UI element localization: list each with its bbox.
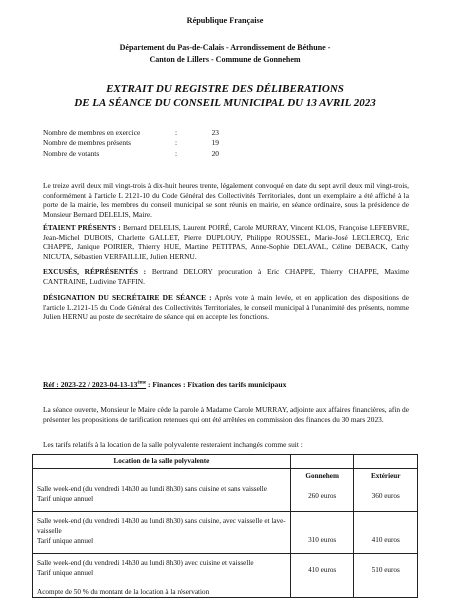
body-text-2: Les tarifs relatifs à la location de la salle polyvalente resteraient inchangés comme suit : xyxy=(43,440,303,449)
exterieur-cell xyxy=(354,469,418,512)
table-header-empty xyxy=(290,455,354,469)
price-gonnehem: 310 euros xyxy=(308,536,337,544)
body-paragraph-1 xyxy=(43,405,409,424)
republic-header: République Française xyxy=(186,16,264,25)
intro-paragraph xyxy=(43,181,409,219)
count-label: Nombre de membres en exercice xyxy=(43,128,141,137)
department-line-2: Canton de Lillers - Commune de Gonnehem xyxy=(149,55,301,64)
title-line-2: DE LA SÉANCE DU CONSEIL MUNICIPAL DU 13 AVRIL 2023 xyxy=(74,97,376,109)
department-line-1: Département du Pas-de-Calais - Arrondissement de Béthune - xyxy=(119,43,331,52)
count-row xyxy=(43,149,243,159)
table-footnote: Acompte de 50 % du montant de la location à la réservation xyxy=(37,588,210,596)
price-exterieur: 410 euros xyxy=(371,536,400,544)
row-tarif: Tarif unique annuel xyxy=(37,495,94,503)
exterieur-cell xyxy=(354,512,418,554)
gonnehem-cell xyxy=(290,554,354,598)
table-header: Location de la salle polyvalente xyxy=(113,457,210,465)
reference-superscript: ème xyxy=(137,380,147,386)
row-description: Salle week-end (du vendredi 14h30 au lundi 8h30) sans cuisine et sans vaisselle xyxy=(37,485,267,493)
row-description: Salle week-end (du vendredi 14h30 au lundi 8h30) avec cuisine et vaisselle xyxy=(37,559,254,567)
table-row xyxy=(33,512,291,554)
table-header-cell xyxy=(33,455,291,469)
price-gonnehem: 410 euros xyxy=(308,566,337,574)
row-description: Salle week-end (du vendredi 14h30 au lundi 8h30) sans cuisine, avec vaisselle et lave-vaisselle xyxy=(37,517,286,535)
secretaire-paragraph xyxy=(43,293,409,322)
table-row xyxy=(33,469,291,512)
reference-number xyxy=(43,380,146,389)
price-exterieur: 510 euros xyxy=(371,566,400,574)
secretaire-label: DÉSIGNATION DU SECRÉTAIRE DE SÉANCE : xyxy=(43,293,212,302)
intro-text: Le treize avril deux mil vingt-trois à dix-huit heures trente, légalement convoqué en date du sept avril deux mil vingt-trois, conformément à l'article L 2121-10 du Code Général des Collectivités Territoriales, dont un exemplaire a été affiché à la porte de la mairie, les membres du conseil municipal se sont réunis en mairie, en séance ordinaire, sous la présidence de Monsieur Bernard DELELIS, Maire. xyxy=(43,181,409,219)
table-header-empty xyxy=(354,455,418,469)
tarifs-table xyxy=(32,454,418,598)
presents-paragraph xyxy=(43,223,409,261)
count-separator: : xyxy=(175,128,178,137)
column-header-gonnehem: Gonnehem xyxy=(305,472,339,480)
price-exterieur: 360 euros xyxy=(371,492,400,500)
deliberation-reference xyxy=(43,380,286,389)
gonnehem-cell xyxy=(290,469,354,512)
count-value: 23 xyxy=(211,128,219,137)
count-separator: : xyxy=(175,148,178,158)
body-paragraph-2 xyxy=(43,440,409,450)
table-row xyxy=(33,554,291,598)
gonnehem-cell xyxy=(290,512,354,554)
column-header-exterieur: Extérieur xyxy=(370,472,401,480)
count-separator: : xyxy=(175,138,178,148)
presents-label: ÉTAIENT PRÉSENTS : xyxy=(43,223,121,232)
count-row xyxy=(43,128,243,138)
exterieur-cell xyxy=(354,554,418,598)
row-tarif: Tarif unique annuel xyxy=(37,537,94,545)
department-header xyxy=(0,42,450,66)
member-counts xyxy=(43,128,243,159)
presents-list: Bernard DELELIS, Laurent POIRÉ, Carole MURRAY, Vincent KLOS, Françoise LEFEBVRE, Jean-Michel DUBOIS, Charlette GALLET, Pierre DUPLOUY, Philippe ROUSSEL, Marie-José LECLERCQ, Eric CHAPPE, Janique POIRIER, Thierry HUE, Martine PETITPAS, Anne-Sophie DELAVAL, Céline DEBACK, Cathy NICUTA, Sébastien VERFAILLIE, Julien HERNU. xyxy=(43,223,409,261)
row-tarif: Tarif unique annuel xyxy=(37,569,94,577)
body-text-1: La séance ouverte, Monsieur le Maire cède la parole à Madame Carole MURRAY, adjointe aux affaires financières, afin de présenter les propositions de tarification retenues qui ont été arrêtées en commission des finances du 30 mars 2023. xyxy=(43,405,409,424)
count-value: 20 xyxy=(211,148,219,158)
count-label: Nombre de membres présents xyxy=(43,138,132,148)
count-row xyxy=(43,138,243,148)
secretaire-text: Après vote à main levée, et en application des dispositions de l'article L.2121-15 du Code Général des Collectivités Territoriales, le conseil municipal à l'unanimité des présents, nomme Julien HERNU au poste de secrétaire de séance qui en accepte les fonctions. xyxy=(43,293,409,322)
reference-subject: : Finances : Fixation des tarifs municipaux xyxy=(146,380,287,389)
price-gonnehem: 260 euros xyxy=(308,492,337,500)
title-line-1: EXTRAIT DU REGISTRE DES DÉLIBERATIONS xyxy=(106,83,344,95)
document-title xyxy=(0,82,450,110)
excuses-paragraph xyxy=(43,267,409,286)
count-label: Nombre de votants xyxy=(43,148,100,158)
count-value: 19 xyxy=(211,138,219,148)
reference-code: Réf : 2023-22 / 2023-04-13-13 xyxy=(43,380,138,389)
excuses-list: Bertrand DELORY procuration à Eric CHAPPE, Thierry CHAPPE, Maxime CANTRAINE, Ludivine TAFFIN. xyxy=(43,267,409,286)
excuses-label: EXCUSÉS, RÉPRÉSENTÉS : xyxy=(43,267,147,276)
